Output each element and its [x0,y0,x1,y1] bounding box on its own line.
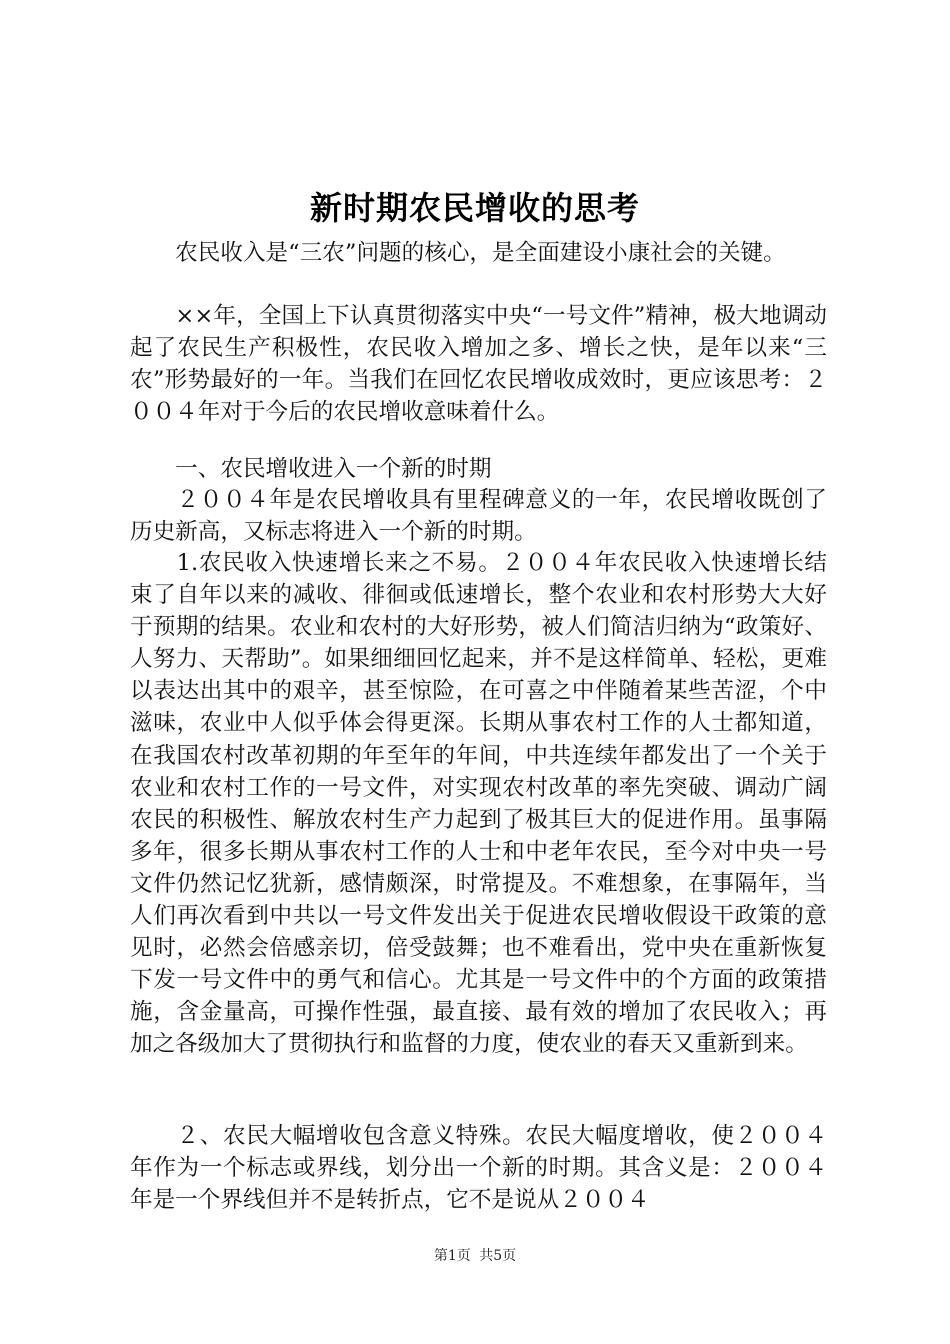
paragraph-point-1: 1.农民收入快速增长来之不易。２００４年农民收入快速增长结束了自年以来的减收、徘徊或低速增长，整个农业和农村形势大大好于预期的结果。农业和农村的大好形势，被人们简洁归纳为“政策好、人努力、天帮助”。如果细细回忆起来，并不是这样简单、轻松，更难以表达出其中的艰辛，甚至惊险，在可喜之中伴随着某些苦涩，个中滋味，农业中人似乎体会得更深。长期从事农村工作的人士都知道，在我国农村改革初期的年至年的年间，中共连续年都发出了一个关于农业和农村工作的一号文件，对实现农村改革的率先突破、调动广阔农民的积极性、解放农村生产力起到了极其巨大的促进作用。虽事隔多年，很多长期从事农村工作的人士和中老年农民，至今对中央一号文件仍然记忆犹新，感情颇深，时常提及。不难想象，在事隔年，当人们再次看到中共以一号文件发出关于促进农民增收假设干政策的意见时，必然会倍感亲切，倍受鼓舞；也不难看出，党中央在重新恢复下发一号文件中的勇气和信心。尤其是一号文件中的个方面的政策措施，含金量高，可操作性强，最直接、最有效的增加了农民收入；再加之各级加大了贯彻执行和监督的力度，使农业的春天又重新到来。 [130,550,827,1058]
page-footer [0,1246,950,1266]
paragraph-milestone: ２００４年是农民增收具有里程碑意义的一年，农民增收既创了历史新高，又标志将进入一个新的时期。 [130,487,827,546]
page-number: 第1页 [433,1248,471,1264]
section-heading-1: 一、农民增收进入一个新的时期 [130,456,492,482]
paragraph-point-2: ２、农民大幅增收包含意义特殊。农民大幅度增收，使２００４年作为一个标志或界线，划分出一个新的时期。其含义是：２００４年是一个界线但并不是转折点，它不是说从２００４ [130,1123,827,1214]
paragraph-2004-review: ××年，全国上下认真贯彻落实中央“一号文件”精神，极大地调动起了农民生产积极性，农民收入增加之多、增长之快，是年以来“三农”形势最好的一年。当我们在回忆农民增收成效时，更应该思考：２００４年对于今后的农民增收意味着什么。 [130,303,827,426]
total-pages: 共5页 [479,1248,517,1264]
paragraph-intro: 农民收入是“三农”问题的核心，是全面建设小康社会的关键。 [130,240,786,266]
document-title: 新时期农民增收的思考 [309,189,640,227]
